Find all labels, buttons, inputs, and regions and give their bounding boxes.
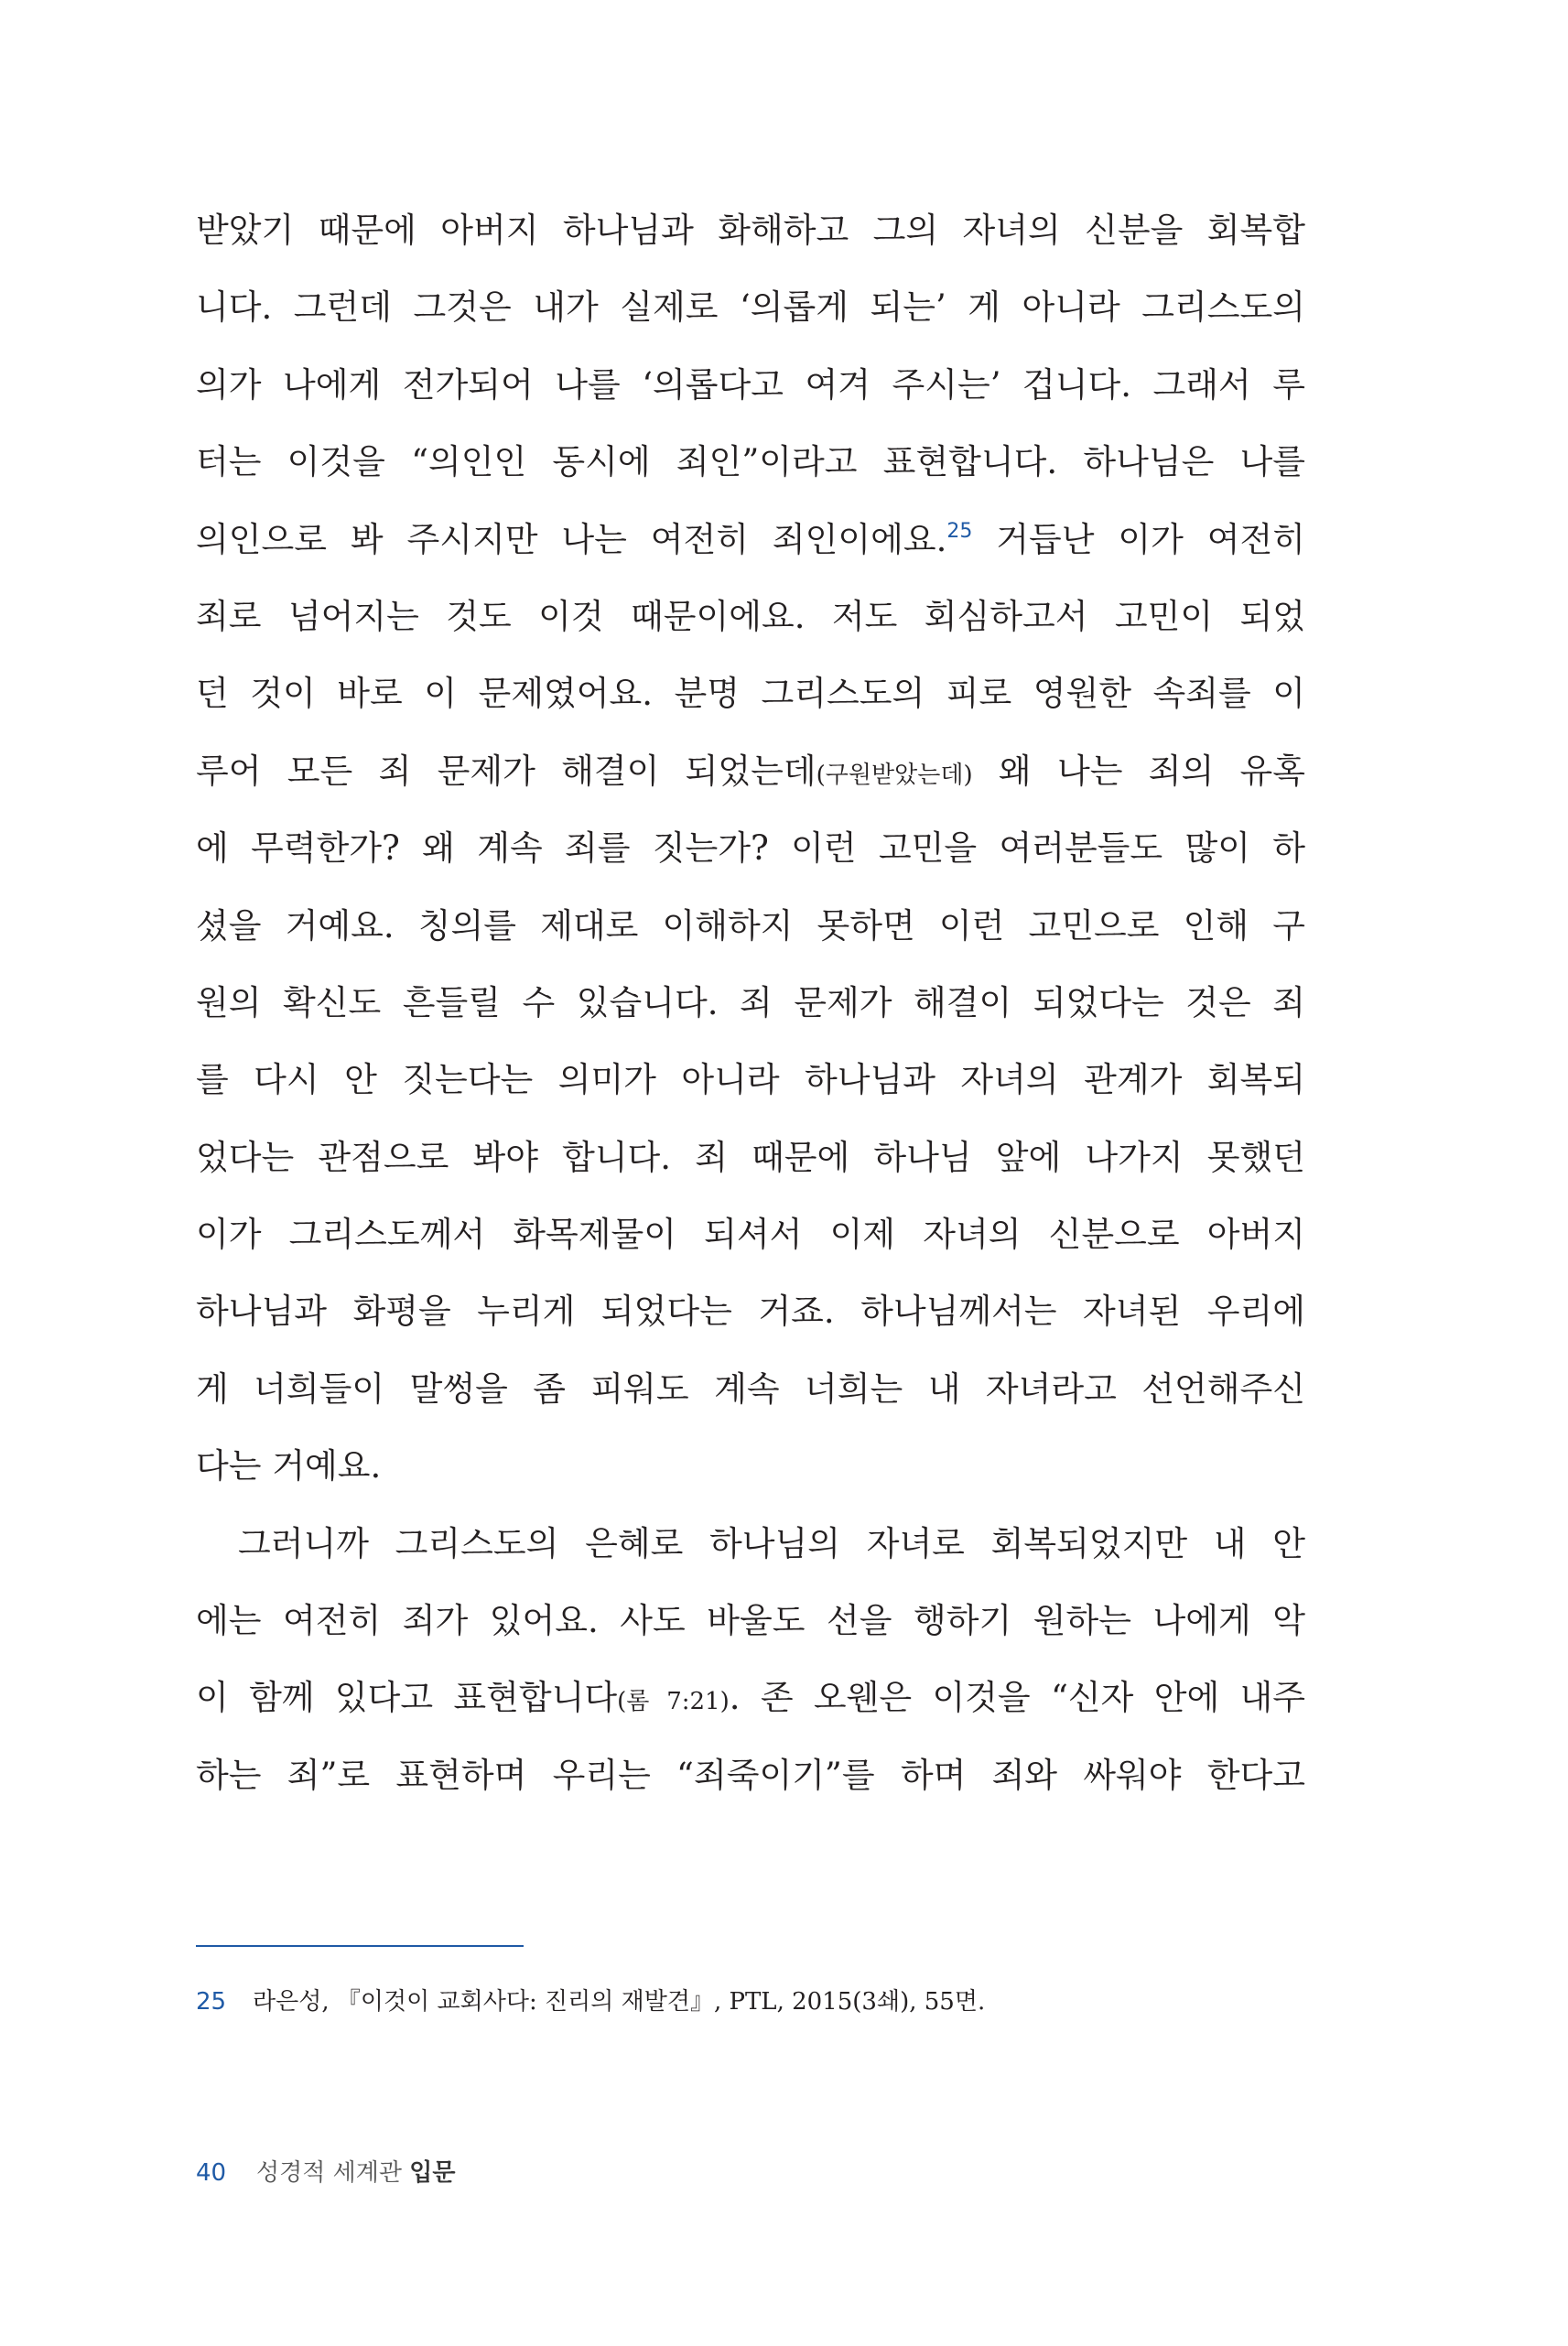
text-line [196, 1737, 1305, 1814]
text-line [196, 965, 1305, 1042]
footnote-divider [196, 1945, 524, 1947]
footnote-reference[interactable]: 25 [946, 519, 973, 543]
text-line [196, 269, 1305, 346]
line-text: 에 무력한가? 왜 계속 죄를 짓는가? 이런 고민을 여러분들도 많이 하 [196, 828, 1305, 869]
page-number: 40 [196, 2159, 227, 2187]
line-text: 하나님과 화평을 누리게 되었다는 거죠. 하나님께서는 자녀된 우리에 [196, 1292, 1305, 1332]
line-text: 던 것이 바로 이 문제였어요. 분명 그리스도의 피로 영원한 속죄를 이 [196, 674, 1305, 714]
text-line [196, 655, 1305, 732]
text-line [196, 1659, 1305, 1736]
text-line [196, 1196, 1305, 1273]
line-text: 거듭난 이가 여전히 [972, 519, 1305, 559]
text-line [196, 192, 1305, 269]
line-text: . 존 오웬은 이것을 “신자 안에 내주 [729, 1678, 1305, 1718]
text-line [196, 1273, 1305, 1350]
line-text: 루어 모든 죄 문제가 해결이 되었는데 [196, 751, 816, 791]
line-text: 의인으로 봐 주시지만 나는 여전히 죄인이에요. [196, 519, 947, 559]
line-text: 원의 확신도 흔들릴 수 있습니다. 죄 문제가 해결이 되었다는 것은 죄 [196, 982, 1305, 1022]
text-line [196, 1428, 1305, 1505]
text-line [196, 888, 1305, 965]
line-text: 그러니까 그리스도의 은혜로 하나님의 자녀로 회복되었지만 내 안 [238, 1523, 1305, 1563]
text-line [196, 424, 1305, 501]
line-text: 니다. 그런데 그것은 내가 실제로 ‘의롭게 되는’ 게 아니라 그리스도의 [196, 287, 1305, 328]
line-text: 었다는 관점으로 봐야 합니다. 죄 때문에 하나님 앞에 나가지 못했던 [196, 1137, 1305, 1177]
text-line [196, 1119, 1305, 1196]
line-text: 이가 그리스도께서 화목제물이 되셔서 이제 자녀의 신분으로 아버지 [196, 1215, 1305, 1255]
line-text: 죄로 넘어지는 것도 이것 때문이에요. 저도 회심하고서 고민이 되었 [196, 596, 1305, 636]
text-line [196, 578, 1305, 655]
text-line [196, 1042, 1305, 1119]
inline-note: (구원받았는데) [816, 761, 973, 789]
line-text: 터는 이것을 “의인인 동시에 죄인”이라고 표현합니다. 하나님은 나를 [196, 442, 1305, 482]
text-line [196, 810, 1305, 887]
footnote [196, 1983, 985, 2016]
line-text: 받았기 때문에 아버지 하나님과 화해하고 그의 자녀의 신분을 회복합 [196, 211, 1305, 250]
text-line [196, 1506, 1305, 1583]
text-line [196, 347, 1305, 424]
text-line [196, 502, 1305, 578]
book-title: 성경적 세계관 [256, 2159, 402, 2187]
text-line [196, 1583, 1305, 1659]
line-text: 왜 나는 죄의 유혹 [972, 751, 1305, 791]
line-text: 의가 나에게 전가되어 나를 ‘의롭다고 여겨 주시는’ 겁니다. 그래서 루 [196, 364, 1305, 405]
inline-citation: (롬 7:21) [617, 1688, 730, 1716]
book-title-bold: 입문 [409, 2159, 456, 2187]
text-line [196, 1351, 1305, 1428]
line-text: 하는 죄”로 표현하며 우리는 “죄죽이기”를 하며 죄와 싸워야 한다고 [196, 1755, 1305, 1795]
line-text: 에는 여전히 죄가 있어요. 사도 바울도 선을 행하기 원하는 나에게 악 [196, 1601, 1305, 1641]
line-text: 이 함께 있다고 표현합니다 [196, 1678, 618, 1718]
line-text: 셨을 거예요. 칭의를 제대로 이해하지 못하면 이런 고민으로 인해 구 [196, 905, 1305, 946]
body-text [196, 192, 1305, 1814]
page-footer [196, 2154, 455, 2188]
text-line [196, 733, 1305, 810]
line-text: 를 다시 안 짓는다는 의미가 아니라 하나님과 자녀의 관계가 회복되 [196, 1060, 1305, 1100]
line-text: 다는 거예요. [196, 1446, 382, 1487]
footnote-number: 25 [196, 1988, 227, 2016]
footnote-text: 라은성, 『이것이 교회사다: 진리의 재발견』, PTL, 2015(3쇄), 55면. [253, 1988, 986, 2016]
line-text: 게 너희들이 말썽을 좀 피워도 계속 너희는 내 자녀라고 선언해주신 [196, 1368, 1305, 1409]
